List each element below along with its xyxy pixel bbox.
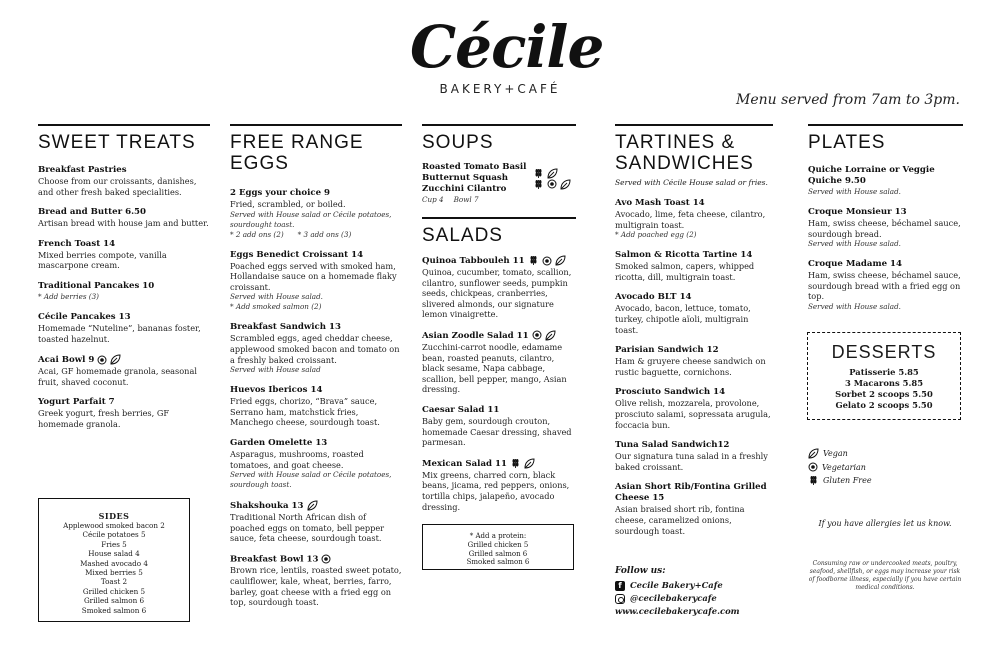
item-desc: Fried eggs, chorizo, “Brava” sauce, Serrano ham, matchstick fries, Manchego cheese, sourdough toast. — [230, 396, 380, 428]
sweet-treats-column — [38, 124, 210, 430]
item-desc: Artisan bread with house jam and butter. — [38, 218, 209, 229]
legend-gluten-free-label: Gluten Free — [823, 476, 872, 485]
vegan-icon — [524, 458, 535, 469]
vegetarian-icon — [321, 554, 331, 564]
menu-item — [38, 281, 210, 302]
menu-item — [422, 255, 576, 320]
eggs-heading: FREE RANGE EGGS — [230, 124, 402, 174]
item-title: Breakfast Pastries — [38, 165, 127, 175]
menu-item — [422, 405, 576, 448]
item-desc: Zucchini-carrot noodle, edamame bean, roasted peanuts, cilantro, black sesame, Napa cabbage, scallion, bell pepper, mango, Asian dressing. — [422, 341, 567, 395]
menu-item — [615, 198, 773, 240]
item-note: Served with House salad or Cécile potatoes, sourdought toast. — [230, 209, 392, 229]
vegan-icon — [555, 255, 566, 266]
item-title: Huevos Ibericos 14 — [230, 385, 323, 396]
item-note: * Add berries (3) — [38, 291, 99, 301]
side-item: Cécile potatoes 5 — [82, 530, 146, 540]
protein-heading: * Add a protein: — [469, 532, 527, 540]
legend-vegan-label: Vegan — [823, 449, 848, 458]
item-desc: Ham, swiss cheese, béchamel sauce, sourdough bread. — [808, 218, 961, 239]
item-desc: Our signatura tuna salad in a freshly baked croissant. — [615, 451, 768, 472]
menu-item — [38, 207, 210, 229]
item-title: Croque Monsieur 13 — [808, 207, 907, 217]
side-item: Applewood smoked bacon 2 — [63, 521, 165, 530]
legend-gluten-free — [808, 475, 872, 486]
menu-item — [38, 354, 210, 387]
dessert-item: Sorbet 2 scoops 5.50 — [835, 389, 933, 399]
item-title: French Toast 14 — [38, 238, 116, 249]
item-note: * Add poached egg (2) — [615, 230, 697, 240]
facebook-link[interactable] — [615, 579, 740, 592]
vegan-icon — [560, 179, 571, 190]
dessert-item: Patisserie 5.85 — [849, 367, 919, 377]
menu-item — [615, 250, 773, 282]
item-desc: Olive relish, mozzarela, provolone, prosciuto salami, sopressata arugula, foccacia bun. — [615, 398, 771, 430]
item-desc: Acai, GF homemade granola, seasonal fruit, shaved coconut. — [38, 366, 197, 387]
item-note: Served with House salad — [230, 365, 321, 375]
protein-item: Smoked salmon 6 — [466, 558, 530, 567]
item-desc: Asian braised short rib, fontina cheese, caramelized onions, sourdough toast. — [615, 504, 745, 536]
legend-vegetarian-label: Vegetarian — [822, 462, 866, 472]
item-title: Mexican Salad 11 — [422, 458, 507, 469]
vegetarian-icon — [532, 330, 542, 340]
item-title: Yogurt Parfait 7 — [38, 397, 115, 408]
item-desc: Mix greens, charred corn, black beans, jicama, red peppers, onions, tortilla chips, jalapeño, avocado dressing. — [422, 469, 570, 512]
item-title: Acai Bowl 9 — [38, 355, 95, 366]
item-desc: Avocado, bacon, lettuce, tomato, turkey, chipotle aïoli, multigrain toast. — [615, 303, 751, 335]
protein-box — [422, 524, 574, 570]
menu-item — [38, 165, 210, 197]
item-title: Asian Short Rib/Fontina Grilled Cheese 15 — [615, 482, 767, 504]
item-desc: Traditional North African dish of poached eggs on tomato, bell pepper sauce, feta cheese, sourdough toast. — [230, 512, 385, 544]
desserts-box — [807, 332, 961, 420]
menu-item — [615, 387, 773, 430]
item-note: Served with House salad. — [230, 292, 323, 302]
vegetarian-icon — [547, 179, 557, 190]
logo-subtitle: BAKERY+CAFÉ — [439, 82, 561, 96]
soup-list — [422, 162, 576, 195]
menu-item — [230, 438, 402, 490]
instagram-link[interactable] — [615, 592, 740, 605]
logo — [410, 13, 604, 96]
side-item: Mixed berries 5 — [85, 568, 143, 578]
item-title: Salmon & Ricotta Tartine 14 — [615, 250, 753, 261]
gluten-free-icon — [533, 179, 544, 190]
item-title: Breakfast Bowl 13 — [230, 554, 319, 565]
desserts-heading: DESSERTS — [831, 342, 937, 362]
menu-item — [38, 312, 210, 344]
item-title: Eggs Benedict Croissant 14 — [230, 249, 364, 260]
follow-us — [615, 566, 740, 618]
sides-box — [38, 498, 190, 622]
gluten-free-icon — [808, 475, 819, 486]
tartines-heading: TARTINES & SANDWICHES — [615, 124, 773, 174]
menu-item — [230, 322, 402, 375]
item-title: Parisian Sandwich 12 — [615, 345, 719, 356]
item-title: Croque Madame 14 — [808, 259, 902, 270]
item-desc: Smoked salmon, capers, whipped ricotta, dill, multigrain toast. — [615, 261, 755, 282]
item-note: Served with House salad or Cécile potatoes, sourdough toast. — [230, 470, 392, 490]
menu-item — [615, 440, 773, 472]
menu-item — [615, 292, 773, 335]
soups-heading: SOUPS — [422, 124, 576, 153]
menu-item — [38, 397, 210, 429]
menu-item — [230, 385, 402, 428]
instagram-icon — [615, 594, 625, 604]
menu-item — [808, 259, 963, 312]
vegetarian-icon — [97, 355, 107, 365]
website-url: www.cecilebakerycafe.com — [615, 606, 740, 616]
item-title: Quiche Lorraine or Veggie Quiche 9.50 — [808, 165, 935, 186]
facebook-icon: f — [615, 581, 625, 591]
soups-salads-column — [422, 124, 576, 512]
item-desc: Fried, scrambled, or boiled. — [230, 199, 346, 209]
item-note: Served with House salad. — [808, 301, 901, 311]
item-desc: Scrambled eggs, aged cheddar cheese, applewood smoked bacon and tomato on a freshly baked croissant. — [230, 333, 400, 365]
side-item: Toast 2 — [100, 577, 128, 587]
website-link[interactable] — [615, 605, 740, 618]
item-desc: Ham, swiss cheese, béchamel sauce, sourdough bread with a fried egg on top. — [808, 270, 961, 302]
sweet-treats-heading: SWEET TREATS — [38, 124, 210, 153]
item-desc: Avocado, lime, feta cheese, cilantro, multigrain toast. — [615, 209, 766, 230]
facebook-handle: Cecile Bakery+Cafe — [630, 580, 723, 590]
gluten-free-icon — [533, 168, 544, 179]
gluten-free-icon — [510, 458, 521, 469]
item-desc: Mixed berries compote, vanilla mascarpone cream. — [38, 249, 167, 271]
item-note: Served with House salad. — [808, 187, 901, 196]
item-option: * 2 add ons (2) — [230, 229, 284, 239]
item-desc: Baby gem, sourdough crouton, homemade Caesar dressing, shaved parmesan. — [422, 415, 572, 448]
menu-item — [230, 500, 402, 544]
side-item: Fries 5 — [101, 539, 127, 549]
soup-name: Butternut Squash — [422, 173, 509, 183]
menu-item — [230, 250, 402, 313]
item-title: Quinoa Tabbouleh 11 — [422, 256, 525, 266]
dessert-item: Gelato 2 scoops 5.50 — [835, 400, 933, 410]
item-option: * 3 add ons (3) — [297, 229, 352, 239]
soup-name: Roasted Tomato Basil — [422, 162, 527, 172]
item-desc: Asparagus, mushrooms, roasted tomatoes, and goat cheese. — [230, 448, 364, 470]
item-title: Avo Mash Toast 14 — [615, 198, 705, 208]
eggs-column — [230, 124, 402, 608]
allergy-note: If you have allergies let us know. — [818, 519, 952, 528]
item-title: Garden Omelette 13 — [230, 437, 328, 448]
item-desc: Greek yogurt, fresh berries, GF homemade granola. — [38, 408, 170, 429]
logo-name: Cécile — [410, 13, 604, 81]
item-desc: Homemade “Nuteline”, bananas foster, toasted hazelnut. — [38, 322, 201, 344]
soup-cup-price: Cup 4 — [422, 195, 444, 204]
vegan-icon — [808, 448, 819, 459]
menu-item — [615, 345, 773, 377]
side-item: House salad 4 — [88, 549, 140, 559]
menu-item — [808, 165, 963, 197]
item-note: * Add smoked salmon (2) — [230, 302, 322, 312]
item-desc: Quinoa, cucumber, tomato, scallion, cilantro, sunflower seeds, pumpkin seeds, chickpeas, cranberries, slivered almonds, our signature lemon vinaigrette. — [422, 267, 572, 320]
menu-item — [615, 482, 773, 536]
item-title: Caesar Salad 11 — [422, 404, 500, 415]
vegan-icon — [110, 354, 121, 365]
menu-item — [230, 554, 402, 608]
protein-item: Grilled chicken 5 — [467, 540, 529, 549]
follow-heading: Follow us: — [615, 566, 666, 576]
item-title: Shakshouka 13 — [230, 501, 304, 512]
item-title: Traditional Pancakes 10 — [38, 280, 155, 291]
side-item: Grilled chicken 5 — [82, 586, 146, 596]
legend-vegan — [808, 448, 872, 459]
vegan-icon — [545, 330, 556, 341]
item-title: Prosciuto Sandwich 14 — [615, 387, 726, 398]
food-safety-disclaimer: Consuming raw or undercooked meats, poultry, seafood, shellfish, or eggs may increase your risk of foodborne illness, especially if you have certain medical conditions. — [808, 560, 962, 591]
side-item: Mashed avocado 4 — [80, 558, 148, 568]
side-item: Grilled salmon 6 — [83, 596, 145, 606]
item-title: Bread and Butter 6.50 — [38, 207, 147, 218]
dessert-item: 3 Macarons 5.85 — [844, 378, 924, 388]
vegetarian-icon — [808, 462, 818, 472]
item-desc: Poached eggs served with smoked ham, Hollandaise sauce on a homemade flaky croissant. — [230, 260, 397, 292]
tartines-subnote: Served with Cécile House salad or fries. — [615, 178, 768, 187]
item-desc: Choose from our croissants, danishes, and other fresh baked specialities. — [38, 176, 197, 197]
instagram-handle: @cecilebakerycafe — [630, 593, 717, 603]
vegan-icon — [547, 168, 558, 179]
side-item: Smoked salmon 6 — [81, 605, 147, 615]
served-hours: Menu served from 7am to 3pm. — [736, 92, 960, 108]
tartines-column — [615, 124, 773, 536]
item-desc: Ham & gruyere cheese sandwich on rustic baguette, cornichons. — [615, 356, 766, 377]
menu-item — [38, 239, 210, 271]
dietary-legend — [808, 448, 872, 489]
plates-column — [808, 124, 963, 312]
sides-heading: SIDES — [98, 511, 130, 521]
salads-heading: SALADS — [422, 217, 576, 246]
item-title: Tuna Salad Sandwich12 — [615, 440, 730, 451]
item-note: Served with House salad. — [808, 239, 901, 249]
protein-item: Grilled salmon 6 — [468, 549, 528, 558]
plates-heading: PLATES — [808, 124, 963, 153]
vegan-icon — [307, 500, 318, 511]
item-title: Cécile Pancakes 13 — [38, 311, 131, 322]
item-title: Breakfast Sandwich 13 — [230, 322, 341, 333]
item-title: Avocado BLT 14 — [615, 292, 692, 303]
legend-vegetarian — [808, 462, 872, 472]
menu-item — [422, 330, 576, 395]
item-title: Asian Zoodle Salad 11 — [422, 330, 529, 341]
item-desc: Brown rice, lentils, roasted sweet potato, cauliflower, kale, wheat, berries, farro, barley, goat cheese with a fried egg on top, sourdough toast. — [230, 565, 402, 608]
menu-item — [230, 188, 402, 240]
soup-icons — [530, 168, 571, 190]
gluten-free-icon — [528, 255, 539, 266]
menu-item — [422, 458, 576, 512]
vegetarian-icon — [542, 256, 552, 266]
soup-bowl-price: Bowl 7 — [453, 195, 479, 204]
item-title: 2 Eggs your choice 9 — [230, 188, 331, 198]
menu-item — [808, 207, 963, 249]
soup-name: Zucchini Cilantro — [422, 184, 507, 194]
